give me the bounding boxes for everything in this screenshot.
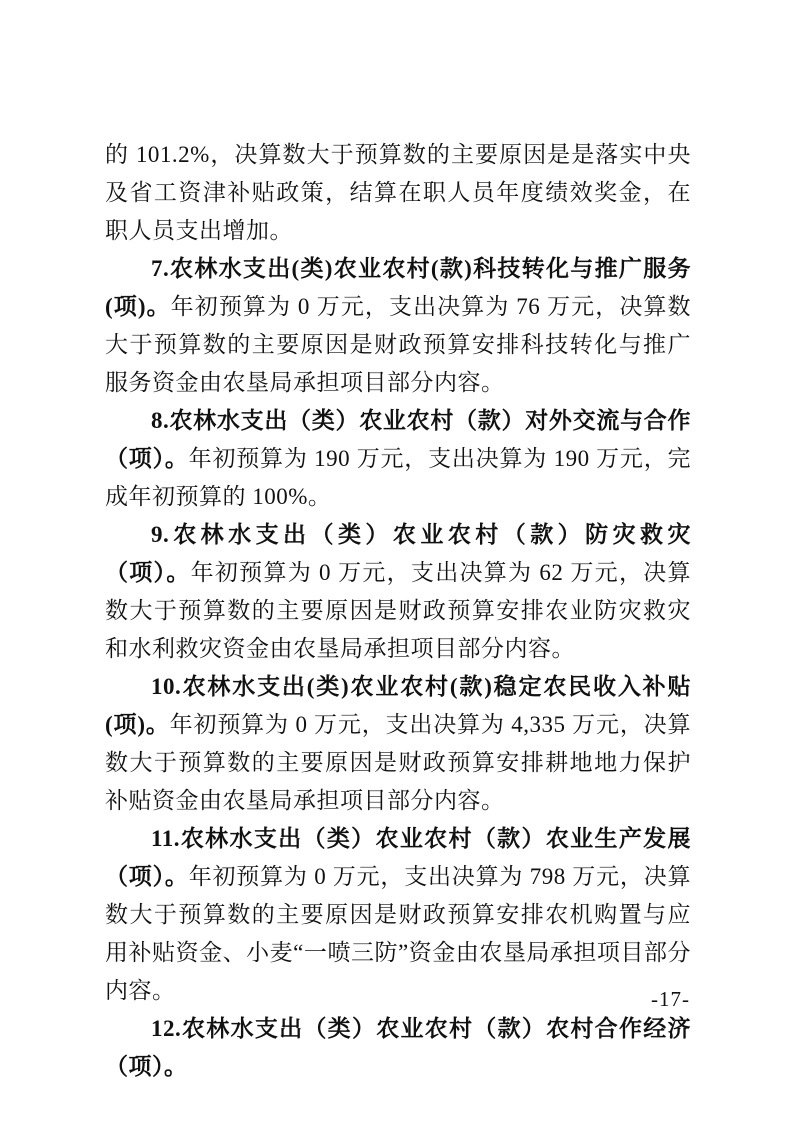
section-paragraph-11	[105, 820, 691, 1010]
continuation-paragraph	[105, 136, 691, 250]
section-8-title: 8.农林水支出（类）农业农村（款）对外交流与合作（项）。	[105, 408, 691, 471]
section-11-title: 11.农林水支出（类）农业农村（款）农业生产发展（项）。	[105, 826, 691, 889]
section-10-body: 年初预算为 0 万元，支出决算为 4,335 万元，决算数大于预算数的主要原因是财政预算安排耕地地力保护补贴资金由农垦局承担项目部分内容。	[105, 712, 691, 813]
document-body	[105, 136, 691, 1086]
section-8-body: 年初预算为 190 万元，支出决算为 190 万元，完成年初预算的 100%。	[105, 446, 692, 509]
section-9-body: 年初预算为 0 万元，支出决算为 62 万元，决算数大于预算数的主要原因是财政预算安排农业防灾救灾和水利救灾资金由农垦局承担项目部分内容。	[105, 560, 692, 661]
section-paragraph-9	[105, 516, 691, 668]
section-10-title: 10.农林水支出(类)农业农村(款)稳定农民收入补贴(项)。	[105, 674, 691, 737]
section-paragraph-12	[105, 1010, 691, 1086]
section-7-body: 年初预算为 0 万元，支出决算为 76 万元，决算数大于预算数的主要原因是财政预算安排科技转化与推广服务资金由农垦局承担项目部分内容。	[105, 294, 691, 395]
page-number: -17-	[651, 987, 690, 1011]
section-12-title: 12.农林水支出（类）农业农村（款）农村合作经济（项）。	[105, 1016, 691, 1079]
section-paragraph-8	[105, 402, 691, 516]
section-11-body: 年初预算为 0 万元，支出决算为 798 万元，决算数大于预算数的主要原因是财政预算安排农机购置与应用补贴资金、小麦“一喷三防”资金由农垦局承担项目部分内容。	[105, 864, 692, 1003]
section-paragraph-7	[105, 250, 691, 402]
continuation-paragraph-text: 的 101.2%，决算数大于预算数的主要原因是是落实中央及省工资津补贴政策，结算在职人员年度绩效奖金，在职人员支出增加。	[105, 142, 691, 243]
section-7-title: 7.农林水支出(类)农业农村(款)科技转化与推广服务(项)。	[105, 256, 691, 319]
section-paragraph-10	[105, 668, 691, 820]
section-9-title: 9.农林水支出（类）农业农村（款）防灾救灾（项）。	[105, 522, 691, 585]
